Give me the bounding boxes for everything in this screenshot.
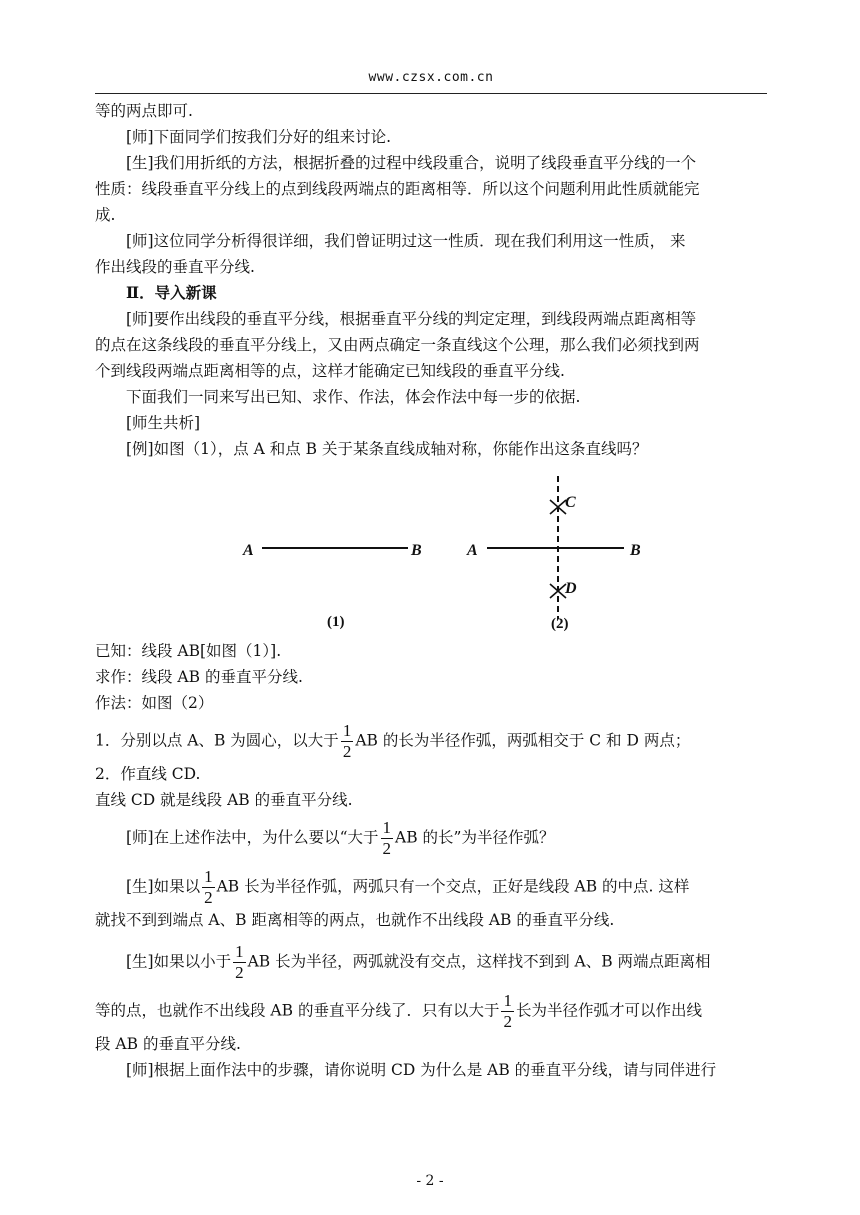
paragraph: 就找不到到端点 A、B 距离相等的两点，也就作不出线段 AB 的垂直平分线.	[95, 911, 615, 929]
construction-step-2: 2．作直线 CD.	[95, 765, 201, 783]
fig2-point-c: C	[565, 494, 576, 511]
paragraph: [师生共析]	[126, 414, 201, 432]
construction-step-1: 1．分别以点 A、B 为圆心，以大于 $\frac{1}{2}$ AB 的长为半径作弧，两弧相交于 C 和 D 两点；	[95, 721, 691, 761]
paragraph: [例]如图（1），点 A 和点 B 关于某条直线成轴对称，你能作出这条直线吗？	[126, 440, 648, 458]
student-answer-1: [生]如果以 $\frac{1}{2}$ AB 长为半径作弧，两弧只有一个交点，正好是线段 AB 的中点. 这样	[126, 867, 690, 907]
fraction-one-half: $\frac{1}{2}$	[235, 942, 244, 982]
student-answer-2-cont: 等的点，也就作不出线段 AB 的垂直平分线了．只有以大于 $\frac{1}{2}$ 长为半径作弧才可以作出线	[95, 991, 702, 1031]
page-body	[95, 98, 767, 1083]
paragraph: 的点在这条线段的垂直平分线上，又由两点确定一条直线这个公理，那么我们必须找到两	[95, 336, 700, 354]
paragraph: 个到线段两端点距离相等的点，这样才能确定已知线段的垂直平分线.	[95, 362, 565, 380]
paragraph: 性质：线段垂直平分线上的点到线段两端点的距离相等．所以这个问题利用此性质就能完	[95, 180, 700, 198]
figure-svg	[95, 466, 767, 636]
paragraph: 作出线段的垂直平分线.	[95, 258, 255, 276]
fig1-caption: (1)	[327, 614, 345, 630]
student-answer-2: [生]如果以小于 $\frac{1}{2}$ AB 长为半径，两弧就没有交点，这样找不到到 A、B 两端点距离相	[126, 942, 711, 982]
header-rule	[95, 93, 767, 94]
fig2-caption: (2)	[551, 616, 569, 632]
given-line: 已知：线段 AB[如图（1）].	[95, 642, 282, 660]
paragraph: [师]根据上面作法中的步骤，请你说明 CD 为什么是 AB 的垂直平分线，请与同伴进行	[126, 1061, 717, 1079]
fig2-point-a: A	[467, 542, 478, 559]
fig2-point-b: B	[630, 542, 641, 559]
section-heading: Ⅱ．导入新课	[126, 283, 217, 302]
paragraph: [师]这位同学分析得很详细，我们曾证明过这一性质．现在我们利用这一性质， 来	[126, 232, 686, 250]
fraction-one-half: $\frac{1}{2}$	[503, 991, 512, 1031]
paragraph: 成.	[95, 206, 116, 224]
teacher-question: [师]在上述作法中，为什么要以“大于 $\frac{1}{2}$ AB 的长”为半径作弧？	[126, 818, 555, 858]
paragraph: [师]下面同学们按我们分好的组来讨论.	[126, 128, 392, 146]
paragraph: 段 AB 的垂直平分线.	[95, 1035, 241, 1053]
construction-conclusion: 直线 CD 就是线段 AB 的垂直平分线.	[95, 791, 353, 809]
required-line: 求作：线段 AB 的垂直平分线.	[95, 668, 303, 686]
fig2-point-d: D	[565, 580, 577, 597]
page-number: - 2 -	[416, 1173, 444, 1189]
fig1-point-a: A	[243, 542, 254, 559]
paragraph: 下面我们一同来写出已知、求作、作法，体会作法中每一步的依据.	[126, 388, 581, 406]
construction-figure	[95, 466, 767, 636]
fraction-one-half: $\frac{1}{2}$	[382, 818, 392, 858]
paragraph: 等的两点即可.	[95, 102, 193, 120]
fig1-point-b: B	[411, 542, 422, 559]
fraction-one-half: $\frac{1}{2}$	[204, 867, 213, 907]
method-line: 作法：如图（2）	[95, 694, 214, 712]
fraction-one-half: $\frac{1}{2}$	[342, 721, 352, 761]
page-header-url: www.czsx.com.cn	[368, 70, 494, 85]
paragraph: [生]我们用折纸的方法，根据折叠的过程中线段重合，说明了线段垂直平分线的一个	[126, 154, 697, 172]
paragraph: [师]要作出线段的垂直平分线，根据垂直平分线的判定定理，到线段两端点距离相等	[126, 310, 697, 328]
